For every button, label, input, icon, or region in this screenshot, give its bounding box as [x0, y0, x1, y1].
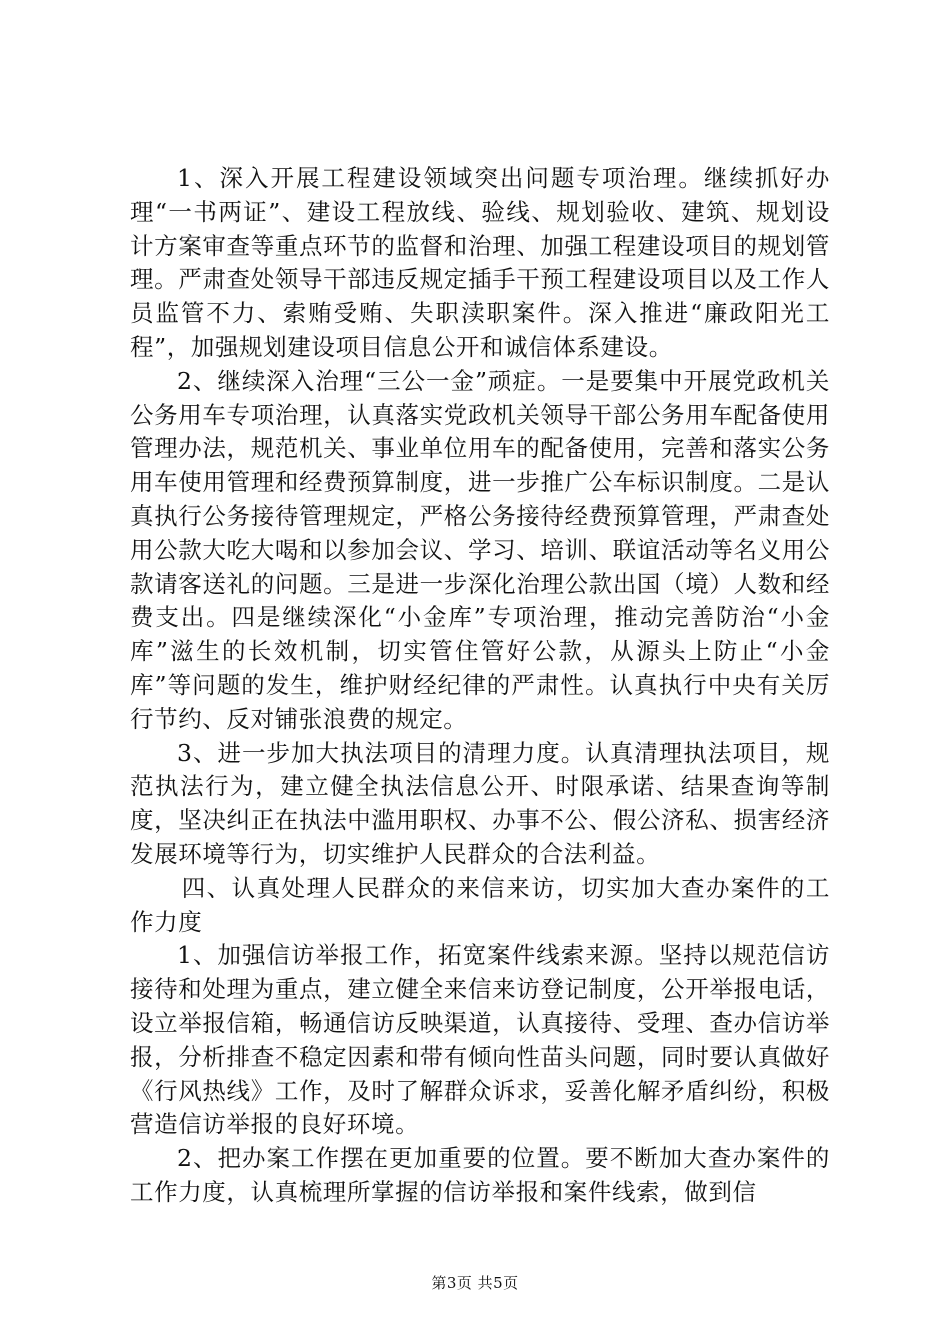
- document-body: [130, 162, 830, 1210]
- paragraph-petition-reporting: 1、加强信访举报工作，拓宽案件线索来源。坚持以规范信访接待和处理为重点，建立健全来信来访登记制度，公开举报电话，设立举报信箱，畅通信访反映渠道，认真接待、受理、查办信访举报，分析排查不稳定因素和带有倾向性苗头问题，同时要认真做好《行风热线》工作，及时了解群众诉求，妥善化解矛盾纠纷，积极营造信访举报的良好环境。: [130, 941, 830, 1139]
- paragraph-three-public-expenses: 2、继续深入治理“三公一金”顽症。一是要集中开展党政机关公务用车专项治理，认真落实党政机关领导干部公务用车配备使用管理办法，规范机关、事业单位用车的配备使用，完善和落实公务用车使用管理和经费预算制度，进一步推广公车标识制度。二是认真执行公务接待管理规定，严格公务接待经费预算管理，严肃查处用公款大吃大喝和以参加会议、学习、培训、联谊活动等名义用公款请客送礼的问题。三是进一步深化治理公款出国（境）人数和经费支出。四是继续深化“小金库”专项治理，推动完善防治“小金库”滋生的长效机制，切实管住管好公款，从源头上防止“小金库”等问题的发生，维护财经纪律的严肃性。认真执行中央有关厉行节约、反对铺张浪费的规定。: [130, 366, 830, 733]
- paragraph-engineering-governance: 1、深入开展工程建设领域突出问题专项治理。继续抓好办理“一书两证”、建设工程放线、验线、规划验收、建筑、规划设计方案审查等重点环节的监督和治理、加强工程建设项目的规划管理。严肃查处领导干部违反规定插手干预工程建设项目以及工作人员监管不力、索贿受贿、失职渎职案件。深入推进“廉政阳光工程”，加强规划建设项目信息公开和诚信体系建设。: [130, 164, 830, 361]
- paragraph-case-handling: 2、把办案工作摆在更加重要的位置。要不断加大查办案件的工作力度，认真梳理所掌握的信访举报和案件线索，做到信: [130, 1144, 830, 1206]
- paragraph-law-enforcement-cleanup: 3、进一步加大执法项目的清理力度。认真清理执法项目，规范执法行为，建立健全执法信息公开、时限承诺、结果查询等制度，坚决纠正在执法中滥用职权、办事不公、假公济私、损害经济发展环境等行为，切实维护人民群众的合法利益。: [130, 738, 830, 868]
- page-number-footer: 第3页 共5页: [431, 1274, 519, 1292]
- section-heading-four: 四、认真处理人民群众的来信来访，切实加大查办案件的工作力度: [130, 873, 830, 936]
